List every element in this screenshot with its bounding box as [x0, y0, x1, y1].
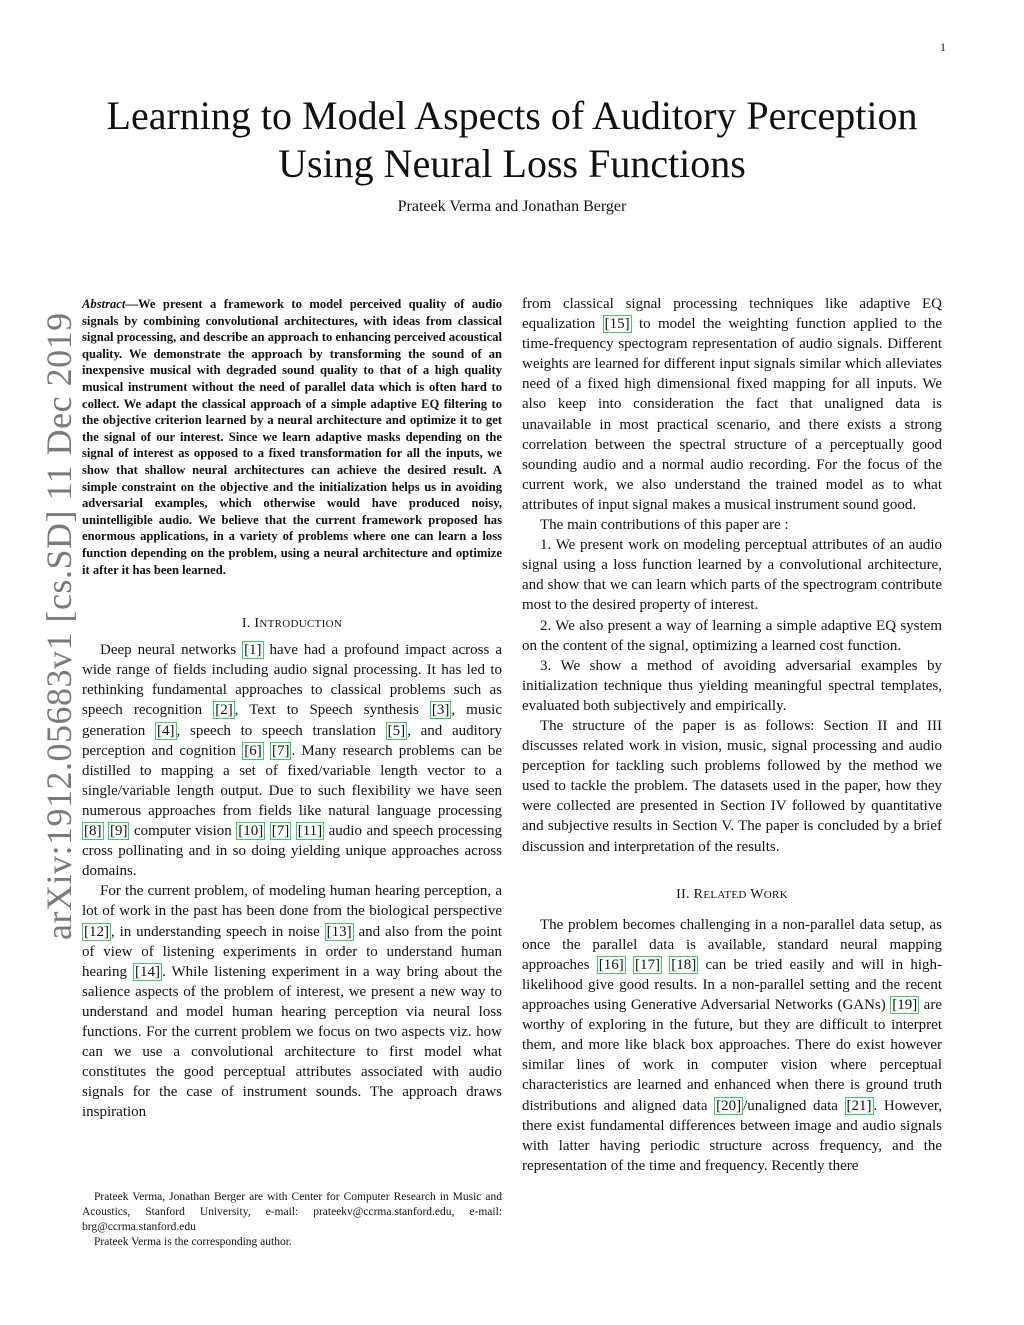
paper-structure-paragraph: The structure of the paper is as follows: Section II and III discusses related work in vision, music, signal processing and audio perception for tackling such problems followed by the method we used to tackle the problem. The datasets used in the paper, how they were collected are presented in Section IV followed by quantitative and subjective results in Section V. The paper is concluded by a brief discussion and interpretation of the results. [522, 717, 942, 855]
abstract-text: We present a framework to model perceived quality of audio signals by combining convolutional architectures, with ideas from classical signal processing, and describe an approach to enhancing perceived acoustical quality. We demonstrate the approach by transforming the sound of an inexpensive musical with degraded sound quality to that of a high quality musical instrument without the need of parallel data which is often hard to collect. We adapt the classical approach of a simple adaptive EQ filtering to the objective criterion learned by a neural architecture and optimize it to get the signal of our interest. Since we learn adaptive masks depending on the signal of interest as opposed to a fixed transformation for all the inputs, we show that shallow neural architectures can achieve the desired result. A simple constraint on the objective and the initialization helps us in avoiding adversarial examples, which otherwise would have produced noisy, unintelligible audio. We believe that the current framework proposed has enormous applications, in a variety of problems where one can learn a loss function depending on the problem, using a neural architecture and optimize it after it has been learned. [82, 297, 502, 577]
citation-link[interactable]: [15] [604, 316, 630, 333]
intro-paragraph-2 [82, 881, 502, 1122]
abstract-label: Abstract [82, 297, 126, 311]
paragraph-text [626, 957, 633, 973]
paragraph-text: The problem becomes challenging in a non-parallel data setup, as once the parallel data is available, standard neural mapping approaches [522, 916, 942, 973]
citation-link[interactable]: [11] [297, 823, 323, 840]
paragraph-text: , and auditory perception and cognition [82, 722, 502, 759]
citation-link[interactable]: [13] [326, 923, 352, 940]
right-column [522, 294, 942, 1176]
section-title-initial: I [254, 616, 260, 632]
citation-link[interactable]: [21] [846, 1097, 872, 1114]
citation-link[interactable]: [12] [84, 923, 109, 940]
citation-link[interactable]: [10] [238, 823, 264, 840]
intro-paragraph-1 [82, 640, 502, 881]
section-title-initial: R [693, 886, 704, 902]
abstract-dash: — [125, 297, 138, 311]
citation-link[interactable]: [14] [135, 963, 160, 980]
section-title-initial: W [750, 886, 764, 902]
paragraph-text: , music generation [82, 702, 502, 739]
section-title-rest: ORK [763, 888, 788, 901]
contribution-2: 2. We also present a way of learning a simple adaptive EQ system on the content of the signal, optimizing a learned cost function. [522, 617, 942, 654]
page-number: 1 [940, 40, 946, 54]
paragraph-text: . While listening experiment in a way bring about the salience aspects of the problem of interest, we present a new way to understand and model human hearing perception via neural loss functions. For the current problem we focus on two aspects viz. how can we use a convolutional architecture to first model what constitutes the good perceptual attributes associated with audio signals for the case of instrument sounds. The approach draws inspiration [82, 963, 502, 1121]
related-work-paragraph-1 [522, 915, 942, 1176]
intro-paragraph-3 [522, 294, 942, 515]
paragraph-text: . However, there exist fundamental differences between image and audio signals with latter having periodic structure across frequency, and the representation of the time and frequency. Recently there [522, 1097, 942, 1174]
citation-link[interactable]: [18] [671, 956, 697, 973]
paragraph-text: have had a profound impact across a wide range of fields including audio signal processing. It has led to rethinking fundamental approaches to classical problems such as speech recognition [82, 642, 502, 719]
paragraph-text: For the current problem, of modeling human hearing perception, a lot of work in the past has been done from the biological perspective [82, 883, 502, 920]
paragraph-text: from classical signal processing techniques like adaptive EQ equalization [522, 296, 942, 333]
paragraph-text: computer vision [129, 823, 237, 840]
paragraph-text: . Many research problems can be distilled to mapping a set of fixed/variable length vector to a single/variable length output. Due to such flexibility we have seen numerous approaches from fields like natural language processing [82, 742, 503, 819]
paper-title-line-2: Using Neural Loss Functions [278, 141, 746, 186]
paragraph-text: to model the weighting function applied to the time-frequency spectogram representation of audio signals. Different weights are learned for different input signals similar which alleviates need of a fixed high dimensional fixed mapping for all inputs. We also keep into consideration the fact that unaligned data is unavailable in most practical scenario, and there exists a strong correlation between the spectral structure of a perceptually good sounding audio and a normal audio recording. For the focus of the current work, we also understand the trained model as to what attributes of input signal makes a musical instrument sound good. [522, 316, 943, 513]
paper-title-line-1: Learning to Model Aspects of Auditory Perception [106, 93, 918, 138]
abstract [82, 296, 502, 578]
citation-link[interactable]: [5] [387, 722, 406, 739]
contribution-3: 3. We show a method of avoiding adversarial examples by initialization technique thus yielding meaningful spectral templates, evaluated both subjectively and empirically. [522, 657, 942, 714]
citation-link[interactable]: [4] [157, 722, 175, 739]
paragraph-text: and also from the point of view of listening experiments in order to understand human hearing [82, 923, 502, 980]
citation-link[interactable]: [19] [892, 997, 918, 1014]
citation-link[interactable]: [2] [215, 702, 233, 719]
citation-link[interactable]: [1] [244, 642, 262, 659]
citation-link[interactable]: [20] [716, 1097, 742, 1114]
section-heading-introduction [82, 614, 502, 634]
paragraph-text: , Text to Speech synthesis [234, 702, 430, 719]
paragraph-text: , in understanding speech in noise [111, 923, 325, 940]
footnote [82, 1190, 502, 1250]
footnote-corresponding: Prateek Verma is the corresponding author. [94, 1236, 292, 1248]
arxiv-identifier-stamp: arXiv:1912.05683v1 [cs.SD] 11 Dec 2019 [39, 312, 79, 940]
citation-link[interactable]: [7] [271, 823, 290, 840]
contribution-1: 1. We present work on modeling perceptual attributes of an audio signal using a loss function learned by a convolutional architecture, and show that we can learn which parts of the spectrogram contribute most to the desired property of interest. [522, 537, 942, 614]
paragraph-text: are worthy of exploring in the future, but they are difficult to interpret them, and more like black box approaches. There do exist however similar lines of work in computer vision where perceptual characteristics are learned and enhanced when there is ground truth distributions and aligned data [522, 997, 942, 1114]
left-column [82, 294, 502, 1122]
citation-link[interactable]: [9] [109, 823, 128, 840]
section-number: II. [676, 886, 690, 902]
paper-title [0, 92, 1024, 188]
section-title-rest: NTRODUCTION [259, 618, 343, 631]
section-number: I. [241, 616, 251, 632]
citation-link[interactable]: [7] [271, 742, 290, 759]
section-heading-related-work [522, 885, 942, 905]
contributions-intro: The main contributions of this paper are : [540, 517, 789, 534]
citation-link[interactable]: [8] [84, 823, 102, 840]
paragraph-text: audio and speech processing cross pollinating and in so doing yielding unique approaches across domains. [82, 823, 503, 880]
paragraph-text: can be tried easily and will in high-likelihood give good results. In a non-parallel setting and the recent approaches using Generative Adversarial Networks (GANs) [522, 956, 942, 1014]
paper-authors: Prateek Verma and Jonathan Berger [397, 198, 627, 215]
citation-link[interactable]: [16] [598, 956, 624, 973]
paragraph-text: Deep neural networks [100, 642, 243, 659]
footnote-affiliation: Prateek Verma, Jonathan Berger are with Center for Computer Research in Music and Acoustics, Stanford University, e-mail: prateekv@ccrma.stanford.edu, e-mail: brg@ccrma.stanford.edu [82, 1191, 502, 1233]
citation-link[interactable]: [3] [431, 702, 450, 719]
citation-link[interactable]: [6] [244, 742, 262, 759]
section-title-rest: ELATED [703, 888, 747, 901]
paragraph-text: , speech to speech translation [176, 722, 386, 739]
paragraph-text: /unaligned data [743, 1097, 845, 1114]
citation-link[interactable]: [17] [634, 956, 660, 973]
